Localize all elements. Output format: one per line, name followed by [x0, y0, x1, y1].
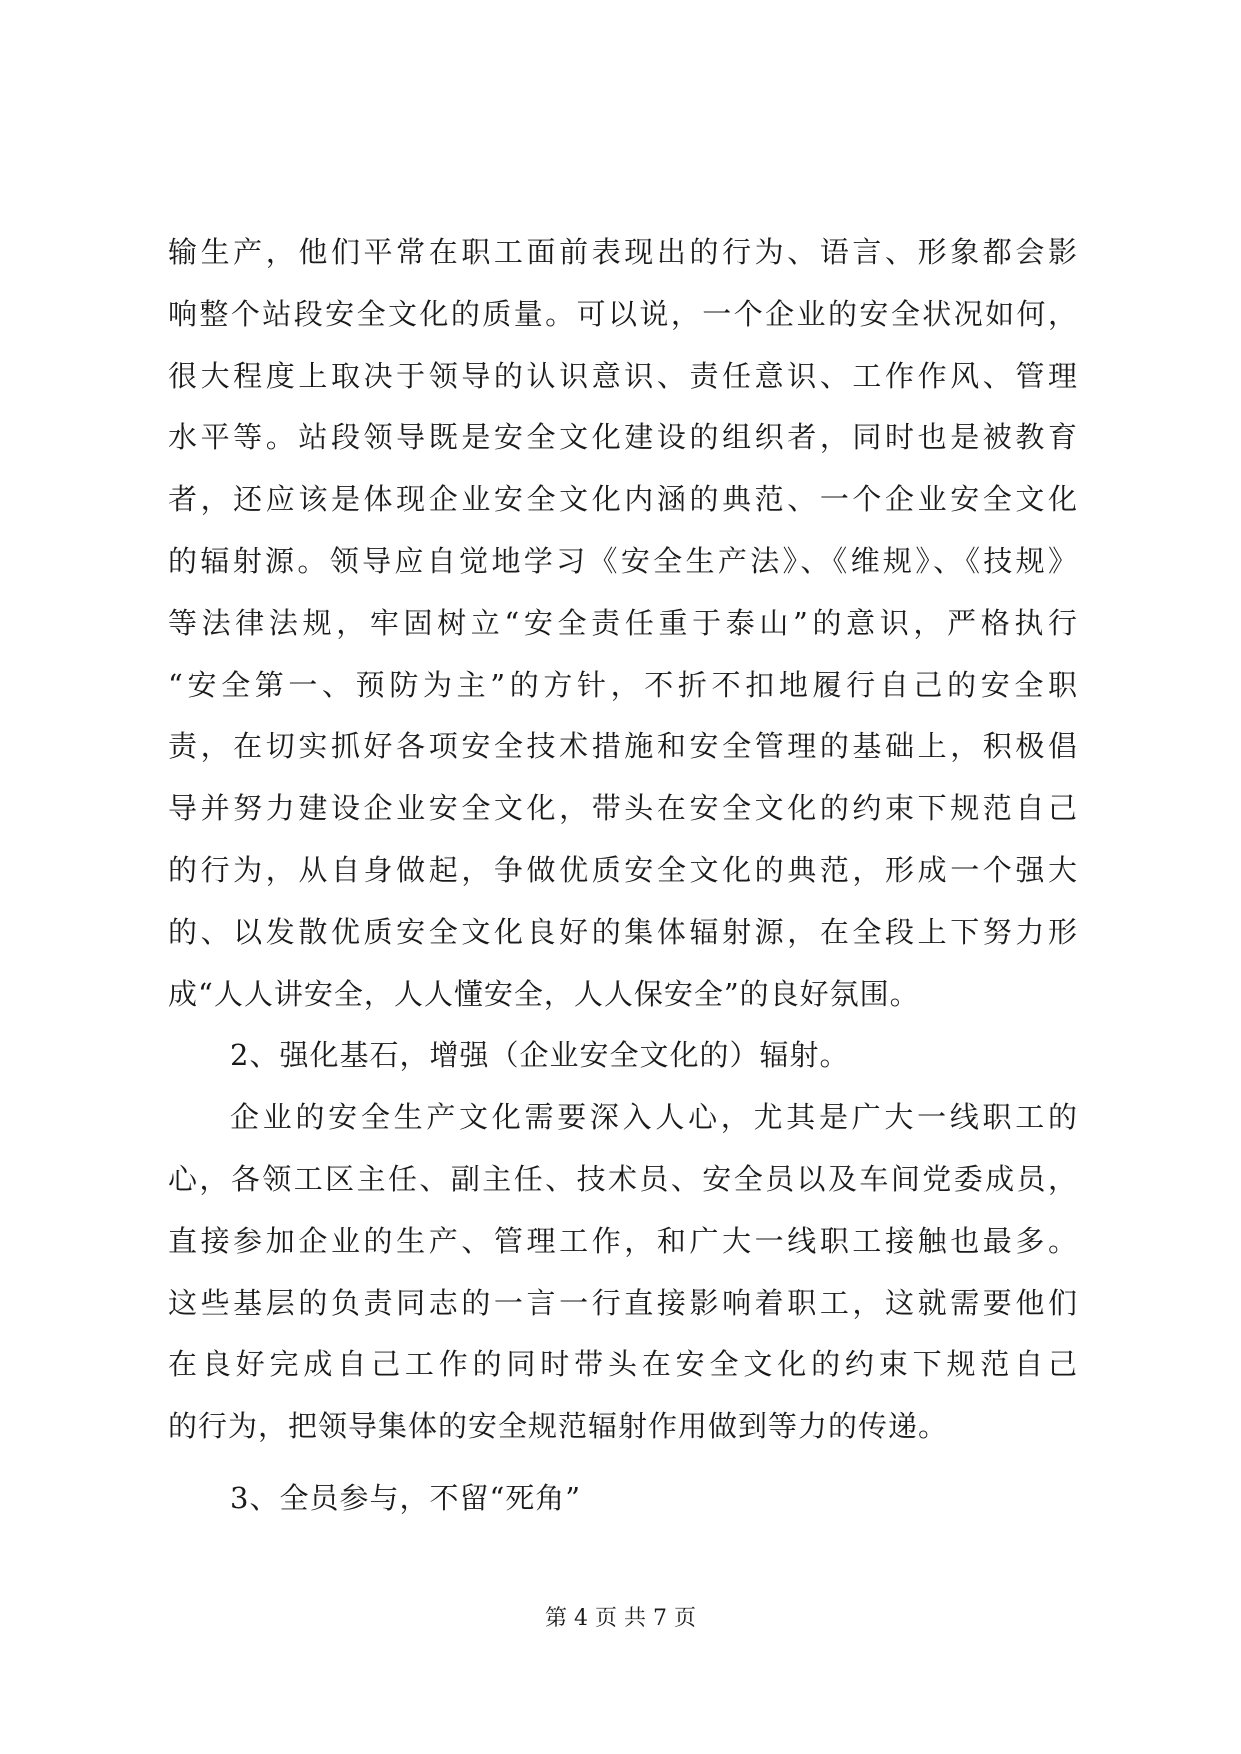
page-number-footer: 第 4 页 共 7 页 [545, 1606, 696, 1631]
text-line: 导并努力建设企业安全文化，带头在安全文化的约束下规范自己 [168, 791, 1078, 826]
text-line: 水平等。站段领导既是安全文化建设的组织者，同时也是被教育 [168, 420, 1078, 455]
text-line: 的行为，把领导集体的安全规范辐射作用做到等力的传递。 [168, 1409, 949, 1444]
section-heading: 2、强化基石，增强（企业安全文化的）辐射。 [230, 1038, 850, 1073]
text-line: 很大程度上取决于领导的认识意识、责任意识、工作作风、管理 [168, 358, 1078, 393]
text-line: 责，在切实抓好各项安全技术措施和安全管理的基础上，积极倡 [168, 729, 1078, 764]
body-text [168, 222, 1078, 1530]
text-line: 者，还应该是体现企业安全文化内涵的典范、一个企业安全文化 [168, 482, 1078, 517]
section-heading: 3、全员参与，不留“死角” [230, 1480, 582, 1515]
text-line: 企业的安全生产文化需要深入人心，尤其是广大一线职工的 [230, 1100, 1078, 1135]
text-line: 的辐射源。领导应自觉地学习《安全生产法》、《维规》、《技规》 [168, 543, 1078, 578]
text-line: 的、以发散优质安全文化良好的集体辐射源，在全段上下努力形 [168, 914, 1078, 949]
text-line: 响整个站段安全文化的质量。可以说，一个企业的安全状况如何， [168, 296, 1078, 331]
text-line: 的行为，从自身做起，争做优质安全文化的典范，形成一个强大 [168, 852, 1078, 887]
text-line: 在良好完成自己工作的同时带头在安全文化的约束下规范自己 [168, 1347, 1078, 1382]
text-line: 等法律法规，牢固树立“安全责任重于泰山”的意识，严格执行 [168, 605, 1078, 640]
text-line: 这些基层的负责同志的一言一行直接影响着职工，这就需要他们 [168, 1285, 1078, 1320]
text-line: 输生产，他们平常在职工面前表现出的行为、语言、形象都会影 [168, 235, 1078, 269]
text-line: “安全第一、预防为主”的方针，不折不扣地履行自己的安全职 [168, 667, 1078, 702]
text-line: 直接参加企业的生产、管理工作，和广大一线职工接触也最多。 [168, 1223, 1078, 1258]
text-line: 成“人人讲安全，人人懂安全，人人保安全”的良好氛围。 [168, 976, 920, 1011]
text-line: 心，各领工区主任、副主任、技术员、安全员以及车间党委成员， [168, 1161, 1078, 1196]
